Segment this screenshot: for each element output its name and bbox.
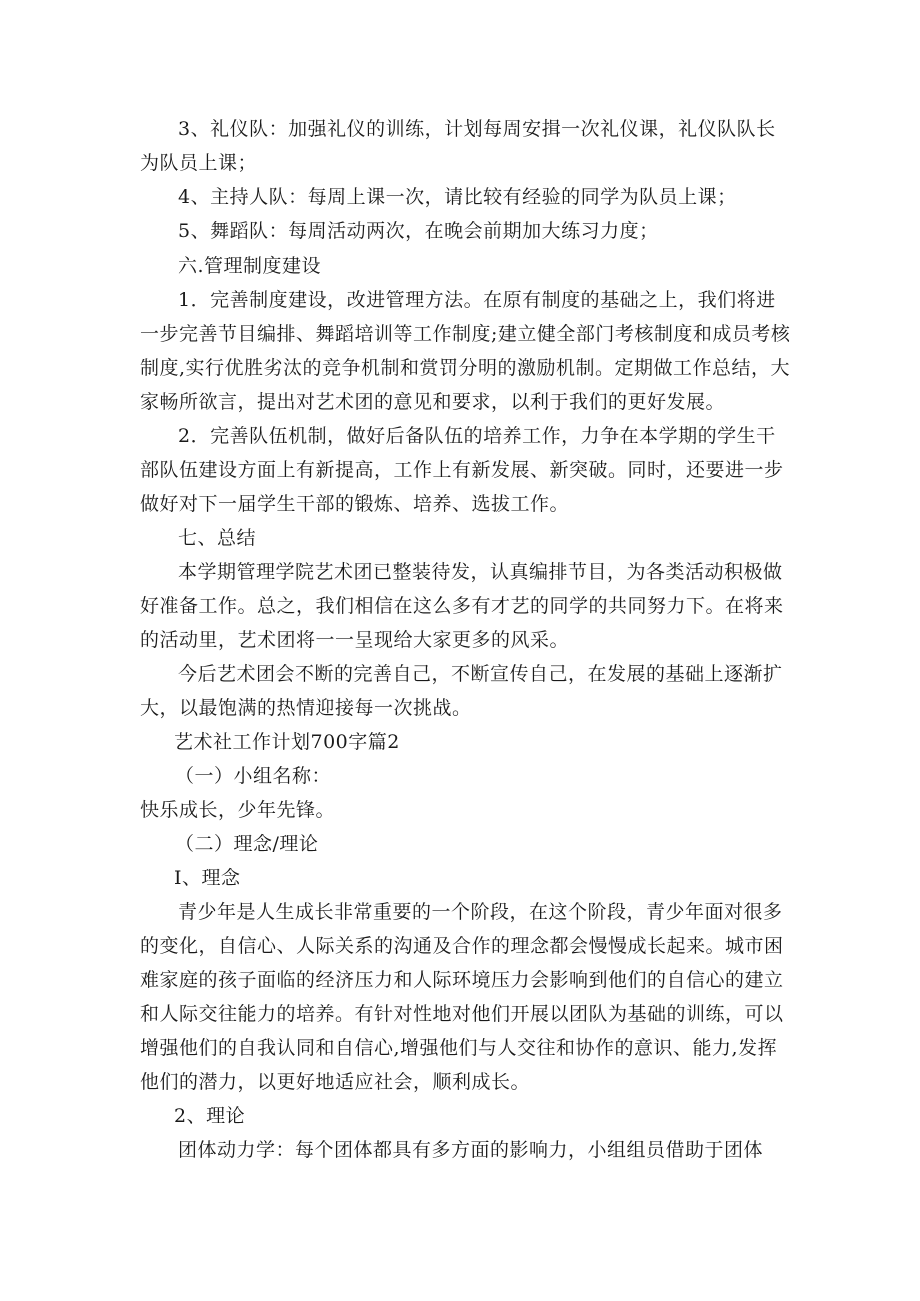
paragraph-group-slogan: 快乐成长，少年先锋。	[140, 799, 336, 821]
paragraph-future: 今后艺术团会不断的完善自己，不断宣传自己，在发展的基础上逐渐扩大，以最饱满的热情迎接每一次挑战。	[140, 663, 783, 719]
paragraph-system-improvement: 1．完善制度建设，改进管理方法。在原有制度的基础之上，我们将进一步完善节目编排、舞蹈培训等工作制度;建立健全部门考核制度和成员考核制度,实行优胜劣汰的竞争机制和赏罚分明的激励机制。定期做工作总结，大家畅所欲言，提出对艺术团的意见和要求，以利于我们的更好发展。	[140, 289, 791, 413]
article-title: 艺术社工作计划700字篇2	[174, 731, 400, 753]
subheading-concept-theory: （二）理念/理论	[175, 833, 319, 855]
paragraph-host-team: 4、主持人队：每周上课一次，请比较有经验的同学为队员上课；	[178, 186, 737, 208]
subheading-concept: I、理念	[174, 867, 241, 889]
subheading-theory: 2、理论	[174, 1105, 246, 1127]
paragraph-summary: 本学期管理学院艺术团已整装待发，认真编排节目，为各类活动积极做好准备工作。总之，我们相信在这么多有才艺的同学的共同努力下。在将来的活动里，艺术团将一一呈现给大家更多的风采。	[140, 561, 784, 651]
section-heading-management: 六.管理制度建设	[178, 255, 322, 277]
subheading-group-name: （一）小组名称：	[175, 765, 332, 787]
paragraph-concept: 青少年是人生成长非常重要的一个阶段，在这个阶段，青少年面对很多的变化，自信心、人际关系的沟通及合作的理念都会慢慢成长起来。城市困难家庭的孩子面临的经济压力和人际环境压力会影响到他们的自信心的建立和人际交往能力的培养。有针对性地对他们开展以团队为基础的训练，可以增强他们的自我认同和自信心,增强他们与人交往和协作的意识、能力,发挥他们的潜力，以更好地适应社会，顺利成长。	[140, 901, 784, 1093]
paragraph-team-mechanism: 2．完善队伍机制，做好后备队伍的培养工作，力争在本学期的学生干部队伍建设方面上有新提高，工作上有新发展、新突破。同时，还要进一步做好对下一届学生干部的锻炼、培养、选拔工作。	[140, 425, 784, 515]
paragraph-group-dynamics: 团体动力学：每个团体都具有多方面的影响力，小组组员借助于团体	[178, 1139, 764, 1161]
paragraph-dance-team: 5、舞蹈队：每周活动两次，在晚会前期加大练习力度；	[178, 220, 659, 242]
section-heading-summary: 七、总结	[178, 527, 257, 549]
paragraph-etiquette-team: 3、礼仪队：加强礼仪的训练，计划每周安揖一次礼仪课，礼仪队队长为队员上课；	[140, 118, 776, 174]
